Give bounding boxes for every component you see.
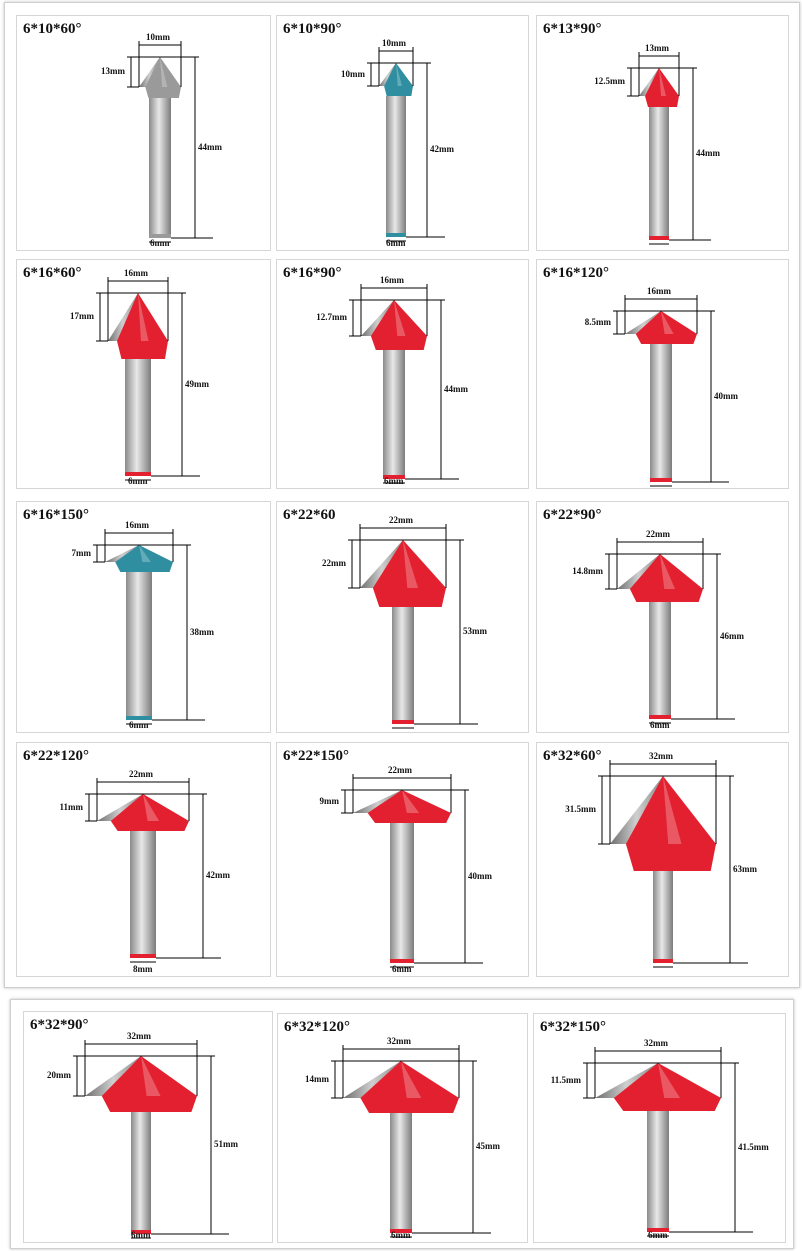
width-label: 10mm: [146, 32, 170, 42]
height-label: 14.8mm: [572, 565, 603, 576]
router-bit-drawing: [24, 1012, 272, 1242]
shank-end-mark: [653, 959, 673, 963]
length-label: 44mm: [198, 141, 222, 152]
width-label: 10mm: [382, 38, 406, 48]
height-label: 11.5mm: [550, 1074, 581, 1085]
length-label: 45mm: [476, 1141, 500, 1151]
bit-title: 6*16*90°: [283, 265, 342, 281]
width-label: 22mm: [646, 529, 670, 539]
width-label: 32mm: [649, 751, 673, 761]
height-label: 11mm: [59, 801, 83, 812]
shank-label: 6mm: [392, 964, 412, 974]
bit-title: 6*32*120°: [284, 1019, 350, 1035]
shank: [149, 98, 171, 238]
shank-end-mark: [649, 715, 671, 719]
bit-card: [16, 501, 271, 733]
bit-title: 6*22*120°: [23, 748, 89, 764]
shank: [130, 831, 156, 958]
shank: [649, 602, 671, 719]
bit-title: 6*10*90°: [283, 21, 342, 37]
width-label: 22mm: [389, 515, 413, 525]
length-label: 46mm: [720, 630, 744, 641]
bit-card: [533, 1013, 786, 1243]
shank: [392, 607, 414, 724]
length-label: 40mm: [468, 870, 492, 881]
length-label: 44mm: [696, 148, 720, 158]
router-bit-drawing: [277, 502, 528, 732]
length-label: 53mm: [463, 626, 487, 636]
length-label: 40mm: [714, 390, 738, 401]
router-bit-drawing: [17, 16, 270, 250]
router-bit-drawing: [278, 1014, 527, 1242]
shank-label: 8mm: [133, 964, 153, 974]
width-label: 22mm: [388, 765, 412, 775]
shank-end-mark: [650, 478, 672, 482]
width-label: 32mm: [127, 1031, 151, 1041]
bit-title: 6*16*150°: [23, 507, 89, 523]
height-label: 14mm: [305, 1073, 329, 1084]
router-bit-drawing: [17, 260, 270, 488]
shank-end-mark: [386, 233, 406, 237]
width-label: 22mm: [129, 769, 153, 779]
shank: [131, 1112, 151, 1234]
length-label: 63mm: [733, 863, 757, 874]
length-label: 51mm: [214, 1139, 238, 1149]
shank: [653, 871, 673, 963]
length-label: 42mm: [206, 870, 230, 880]
shank-end-mark: [392, 720, 414, 724]
shank-end-mark: [649, 236, 669, 240]
bit-title: 6*32*90°: [30, 1017, 89, 1033]
height-label: 12.5mm: [594, 76, 625, 86]
bit-card: [536, 259, 789, 489]
width-label: 13mm: [645, 43, 669, 53]
shank: [390, 823, 414, 963]
bit-title: 6*16*120°: [543, 265, 609, 281]
bit-title: 6*13*90°: [543, 21, 602, 37]
bit-card: [277, 1013, 528, 1243]
height-label: 13mm: [101, 66, 125, 76]
width-label: 16mm: [125, 520, 149, 530]
shank-label: 6mm: [129, 720, 149, 730]
width-label: 16mm: [124, 268, 148, 278]
shank: [649, 107, 669, 240]
height-label: 7mm: [71, 547, 91, 558]
bit-title: 6*22*60: [283, 507, 336, 523]
length-label: 41.5mm: [738, 1141, 769, 1152]
bit-card: [16, 742, 271, 977]
bit-card: [276, 501, 529, 733]
width-label: 32mm: [387, 1036, 411, 1046]
bit-title: 6*22*150°: [283, 748, 349, 764]
shank: [390, 1113, 412, 1233]
bit-title: 6*16*60°: [23, 265, 82, 281]
bit-title: 6*10*60°: [23, 21, 82, 37]
shank-label: 6mm: [386, 238, 406, 248]
width-label: 16mm: [647, 286, 671, 296]
height-label: 12.7mm: [316, 312, 347, 322]
shank: [386, 96, 406, 237]
shank-label: 6mm: [150, 238, 170, 248]
shank-end-mark: [390, 959, 414, 963]
shank: [125, 359, 151, 476]
shank-label: 6mm: [131, 1230, 151, 1240]
router-bit-drawing: [537, 743, 788, 976]
bit-card: [276, 15, 529, 251]
shank-label: 6mm: [391, 1230, 411, 1240]
bit-card: [536, 501, 789, 733]
height-label: 20mm: [47, 1070, 71, 1080]
height-label: 17mm: [70, 311, 94, 321]
length-label: 38mm: [190, 626, 214, 637]
height-label: 22mm: [322, 558, 346, 568]
router-bit-drawing: [534, 1014, 785, 1242]
router-bit-drawing: [277, 260, 528, 488]
shank: [383, 350, 405, 479]
bit-card: [536, 15, 789, 251]
shank-label: 6mm: [648, 1230, 668, 1240]
bit-card: [16, 259, 271, 489]
shank-end-mark: [130, 954, 156, 958]
width-label: 32mm: [644, 1038, 668, 1048]
height-label: 10mm: [341, 68, 365, 79]
width-label: 16mm: [380, 275, 404, 285]
router-bit-drawing: [277, 743, 528, 976]
height-label: 8.5mm: [584, 316, 611, 327]
bit-card: [16, 15, 271, 251]
shank-label: 6mm: [650, 720, 670, 730]
bit-card: [23, 1011, 273, 1243]
shank: [650, 344, 672, 482]
bit-title: 6*22*90°: [543, 507, 602, 523]
bit-title: 6*32*60°: [543, 748, 602, 764]
router-bit-drawing: [17, 502, 270, 732]
bit-title: 6*32*150°: [540, 1019, 606, 1035]
shank: [647, 1111, 669, 1232]
shank-label: 6mm: [384, 476, 404, 486]
height-label: 9mm: [319, 795, 339, 806]
length-label: 42mm: [430, 144, 454, 154]
bit-card: [276, 742, 529, 977]
length-label: 49mm: [185, 378, 209, 389]
bit-card: [536, 742, 789, 977]
shank: [126, 572, 152, 720]
router-bit-drawing: [277, 16, 528, 250]
bit-card: [276, 259, 529, 489]
shank-label: 6mm: [128, 476, 148, 486]
height-label: 31.5mm: [565, 804, 596, 814]
length-label: 44mm: [444, 383, 468, 394]
